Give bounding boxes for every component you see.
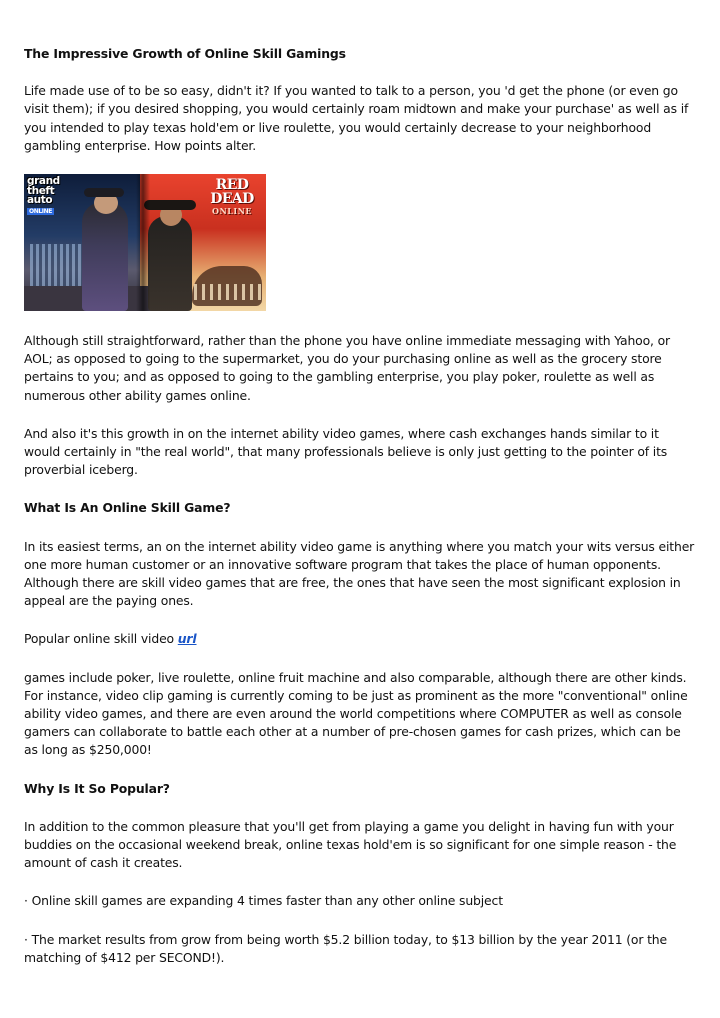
paragraph-pleasure: In addition to the common pleasure that you'll get from playing a game you delight in having fun with your buddies on the occasional weekend break, online texas hold'em is so significant for one simple reason - the amount of cash it creates. bbox=[24, 818, 677, 871]
red-dead-online-logo: RED DEAD ONLINE bbox=[210, 177, 254, 217]
intro-paragraph: Life made use of to be so easy, didn't it? If you wanted to talk to a person, you 'd get the phone (or even go visit them); if you desired shopping, you would certainly roam midtown and make your purchase' as well as if you intended to play texas hold'em or live roulette, you would certainly decrease to your neighborhood gambling enterprise. How points alter. bbox=[24, 83, 689, 153]
paragraph-games-include: games include poker, live roulette, online fruit machine and also comparable, although there are other kinds. For instance, video clip gaming is currently coming to be just as prominent as the more "conventional" online ability video games, and there are even around the world competitions where COMPUTER as well as console gamers can collaborate to battle each other at a number of pre-chosen games for cash prizes, which can be as long as $250,000! bbox=[24, 669, 688, 758]
gta-online-logo: grand theft auto ONLINE bbox=[27, 175, 60, 215]
bullet-market: · The market results from grow from being worth $5.2 billion today, to $13 billion by the year 2011 (or the matching of $412 per SECOND!). bbox=[24, 931, 667, 965]
paragraph-growth: And also it's this growth in on the internet ability video games, where cash exchanges hands similar to it would certainly in "the real world", that many professionals believe is only just getting to the pointer of its proverbial iceberg. bbox=[24, 425, 668, 478]
heading-what-is: What Is An Online Skill Game? bbox=[24, 500, 231, 516]
paragraph-popular: Popular online skill video url bbox=[24, 631, 197, 647]
url-link[interactable]: url bbox=[177, 631, 197, 647]
article-title: The Impressive Growth of Online Skill Gamings bbox=[24, 46, 346, 61]
heading-why-popular: Why Is It So Popular? bbox=[24, 780, 170, 796]
bullet-expanding: · Online skill games are expanding 4 times faster than any other online subject bbox=[24, 893, 503, 909]
paragraph-definition: In its easiest terms, an on the internet ability video game is anything where you match your wits versus either one more human customer or an innovative software program that takes the place of human opponents. Although there are skill video games that are free, the ones that have seen the most significant explosion in appeal are the paying ones. bbox=[24, 538, 695, 609]
paragraph-instant-messaging: Although still straightforward, rather than the phone you have online immediate messaging with Yahoo, or AOL; as opposed to going to the supermarket, you do your purchasing online as well as the grocery store pertains to you; and as opposed to going to the gambling enterprise, you play poker, roulette as well as numerous other ability games online. bbox=[24, 333, 670, 403]
game-cover-image bbox=[24, 174, 266, 311]
